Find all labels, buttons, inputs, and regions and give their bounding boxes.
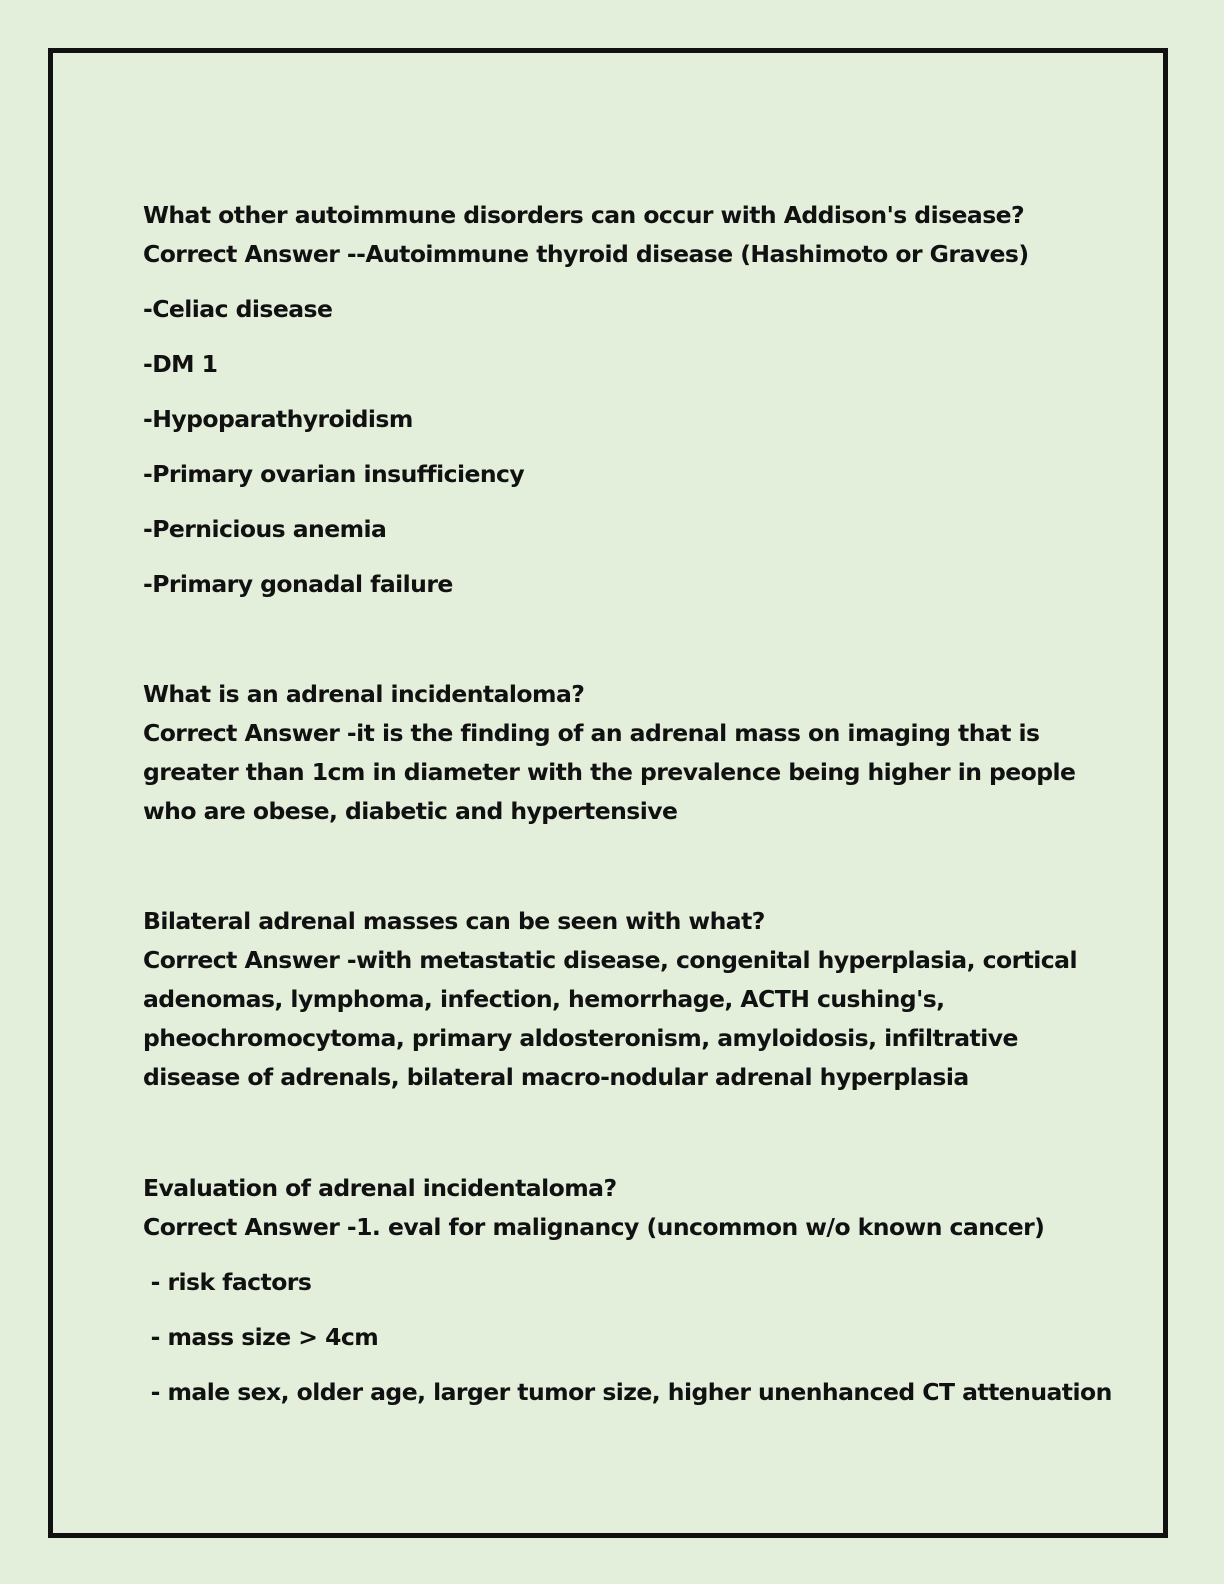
answer-text: greater than 1cm in diameter with the prevalence being higher in people xyxy=(143,758,1076,786)
page-border xyxy=(48,48,1168,1538)
list-item: - mass size > 4cm xyxy=(143,1323,379,1351)
list-item: - risk factors xyxy=(143,1268,312,1296)
question-text: Evaluation of adrenal incidentaloma? xyxy=(143,1174,617,1202)
question-text: What is an adrenal incidentaloma? xyxy=(143,680,585,708)
question-text: Bilateral adrenal masses can be seen with what? xyxy=(143,907,765,935)
answer-text: Correct Answer -with metastatic disease, congenital hyperplasia, cortical xyxy=(143,946,1077,974)
list-item: -Primary gonadal failure xyxy=(143,570,453,598)
answer-text: Correct Answer --Autoimmune thyroid disease (Hashimoto or Graves) xyxy=(143,240,1029,268)
answer-text: disease of adrenals, bilateral macro-nodular adrenal hyperplasia xyxy=(143,1063,969,1091)
answer-text: who are obese, diabetic and hypertensive xyxy=(143,797,678,825)
list-item: -Celiac disease xyxy=(143,295,333,323)
list-item: - male sex, older age, larger tumor size, higher unenhanced CT attenuation xyxy=(143,1378,1112,1406)
list-item: -Pernicious anemia xyxy=(143,515,387,543)
answer-text: pheochromocytoma, primary aldosteronism, amyloidosis, infiltrative xyxy=(143,1024,1018,1052)
answer-text: Correct Answer -it is the finding of an adrenal mass on imaging that is xyxy=(143,719,1040,747)
question-text: What other autoimmune disorders can occur with Addison's disease? xyxy=(143,201,1025,229)
list-item: -Hypoparathyroidism xyxy=(143,405,413,433)
list-item: -Primary ovarian insufficiency xyxy=(143,460,525,488)
answer-text: Correct Answer -1. eval for malignancy (uncommon w/o known cancer) xyxy=(143,1213,1045,1241)
answer-text: adenomas, lymphoma, infection, hemorrhage, ACTH cushing's, xyxy=(143,985,945,1013)
list-item: -DM 1 xyxy=(143,350,218,378)
